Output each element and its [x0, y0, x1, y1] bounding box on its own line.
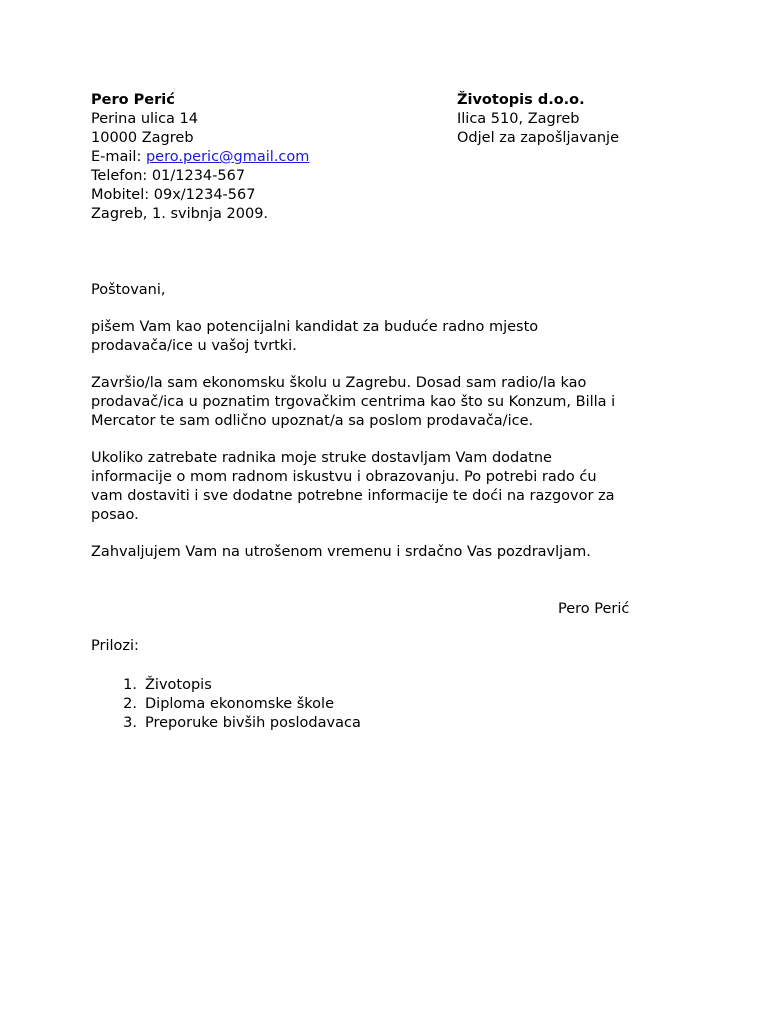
letter-body [91, 281, 671, 580]
attachment-number: 3. [123, 715, 137, 731]
attachments-title: Prilozi: [91, 638, 139, 654]
sender-mobile: Mobitel: 09x/1234-567 [91, 187, 256, 203]
attachment-number: 2. [123, 696, 137, 712]
attachment-item [91, 714, 591, 733]
paragraph-4 [91, 543, 671, 562]
attachments-block [91, 637, 591, 733]
paragraph-line: informacije o mom radnom iskustvu i obrazovanju. Po potrebi rado ću [91, 469, 597, 485]
paragraph-line: prodavača/ice u vašoj tvrtki. [91, 338, 297, 354]
sender-name: Pero Perić [91, 92, 175, 108]
attachment-number: 1. [123, 677, 137, 693]
sender-city: 10000 Zagreb [91, 130, 194, 146]
recipient-department: Odjel za zapošljavanje [457, 130, 619, 146]
paragraph-2 [91, 374, 671, 431]
signature: Pero Perić [558, 601, 630, 617]
sender-email-line [91, 148, 431, 167]
attachment-text: Životopis [145, 677, 212, 693]
sender-street: Perina ulica 14 [91, 111, 198, 127]
paragraph-line: posao. [91, 507, 139, 523]
attachments-list [91, 676, 591, 733]
recipient-address: Ilica 510, Zagreb [457, 111, 580, 127]
paragraph-line: Završio/la sam ekonomsku školu u Zagrebu. Dosad sam radio/la kao [91, 375, 587, 391]
attachment-text: Preporuke bivših poslodavaca [145, 715, 361, 731]
paragraph-line: pišem Vam kao potencijalni kandidat za buduće radno mjesto [91, 319, 539, 335]
attachment-item [91, 676, 591, 695]
greeting-text: Poštovani, [91, 282, 166, 298]
attachment-item [91, 695, 591, 714]
recipient-block [457, 91, 717, 148]
recipient-company: Životopis d.o.o. [457, 92, 585, 108]
paragraph-3 [91, 449, 671, 525]
paragraph-line: Zahvaljujem Vam na utrošenom vremenu i srdačno Vas pozdravljam. [91, 544, 591, 560]
letter-date: Zagreb, 1. svibnja 2009. [91, 206, 269, 222]
greeting [91, 281, 671, 300]
paragraph-1 [91, 318, 671, 356]
sender-phone: Telefon: 01/1234-567 [91, 168, 246, 184]
email-label: E-mail: [91, 149, 146, 165]
paragraph-line: Mercator te sam odlično upoznat/a sa poslom prodavača/ice. [91, 413, 534, 429]
paragraph-line: Ukoliko zatrebate radnika moje struke dostavljam Vam dodatne [91, 450, 552, 466]
paragraph-line: vam dostaviti i sve dodatne potrebne informacije te doći na razgovor za [91, 488, 615, 504]
paragraph-line: prodavač/ica u poznatim trgovačkim centrima kao što su Konzum, Billa i [91, 394, 616, 410]
email-link[interactable]: pero.peric@gmail.com [145, 149, 310, 165]
attachment-text: Diploma ekonomske škole [145, 696, 334, 712]
sender-block [91, 91, 431, 224]
